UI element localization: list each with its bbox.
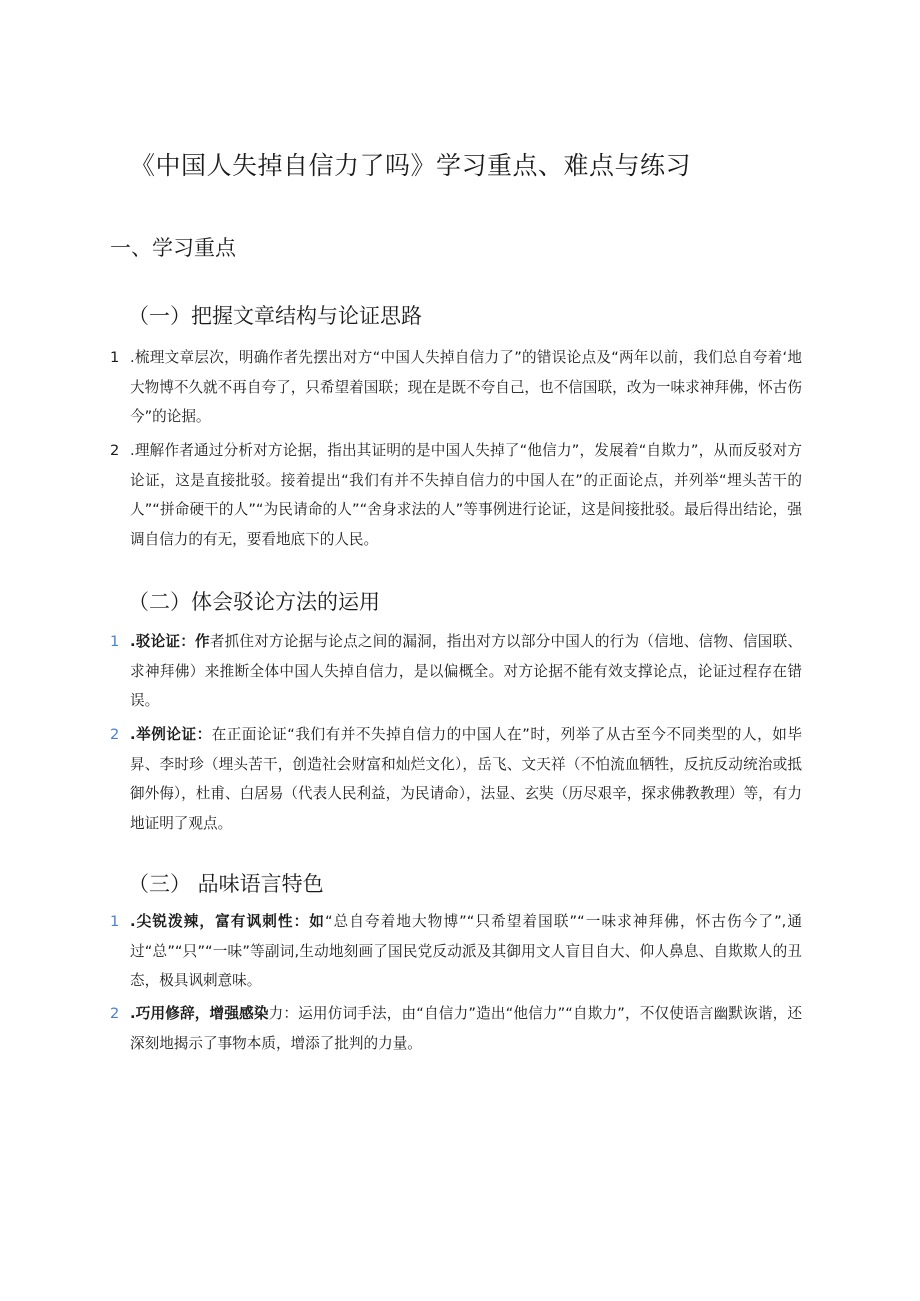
item-text: .理解作者通过分析对方论据，指出其证明的是中国人失掉了“他信力”，发展着“自欺力”，从而反驳对方论证，这是直接批驳。接着提出“我们有并不失掉自信力的中国人在”的正面论点，并列举“埋头苦干的人”“拼命硬干的人”“为民请命的人”“舍身求法的人”等事例进行论证，这是间接批驳。最后得出结论，强调自信力的有无，要看地底下的人民。 [130, 442, 802, 548]
item-text: .梳理文章层次，明确作者先摆出对方“中国人失掉自信力了”的错误论点及“两年以前，我们总自夸着‘地大物博不久就不再自夸了，只希望着国联；现在是既不夸自己，也不信国联，改为一味求神拜佛，怀古伤今”的论据。 [130, 349, 802, 425]
item-number: 2 [110, 1005, 120, 1022]
list-item [110, 436, 802, 554]
item-number: 1 [110, 633, 120, 650]
subsection-heading-language: （三） 品味语言特色 [128, 872, 324, 896]
item-body: 者抓住对方论据与论点之间的漏洞，指出对方以部分中国人的行为（信地、信物、信国联、求神拜佛）来推断全体中国人失掉自信力，是以偏概全。对方论据不能有效支撑论点，论证过程存在错误。 [130, 633, 802, 709]
item-body: 在正面论证“我们有并不失掉自信力的中国人在”时，列举了从古至今不同类型的人，如毕昇、李时珍（埋头苦干，创造社会财富和灿烂文化），岳飞、文天祥（不怕流血牺牲，反抗反动统治或抵御外侮），杜甫、白居易（代表人民利益，为民请命），法显、玄奘（历尽艰辛，探求佛教教理）等，有力地证明了观点。 [130, 726, 802, 832]
item-number: 2 [110, 442, 120, 459]
item-text [130, 720, 802, 838]
item-number: 2 [110, 726, 120, 743]
list-item [110, 627, 802, 716]
item-number: 1 [110, 913, 120, 930]
subsection-heading-refutation: （二）体会驳论方法的运用 [128, 590, 380, 614]
subsection-heading-structure: （一）把握文章结构与论证思路 [128, 304, 422, 328]
item-text [130, 627, 802, 716]
section-heading-key-points: 一、学习重点 [110, 236, 236, 260]
item-text [130, 999, 802, 1058]
list-item [110, 343, 802, 432]
item-lead: .尖锐泼辣，富有讽刺性：如 [130, 913, 325, 930]
item-body: “总自夸着地大物博”“只希望着国联”“一味求神拜佛，怀古伤今了”,通过“总”“只”“一味”等副词,生动地刻画了国民党反动派及其御用文人盲目自大、仰人鼻息、自欺欺人的丑态，极具讽刺意味。 [130, 913, 802, 989]
item-lead: .举例论证： [130, 726, 212, 743]
list-item [110, 999, 802, 1058]
item-text [130, 907, 802, 996]
document-title: 《中国人失掉自信力了吗》学习重点、难点与练习 [130, 151, 692, 180]
item-lead: .驳论证：作 [130, 633, 210, 650]
list-item [110, 720, 802, 838]
item-lead: .巧用修辞，增强感染 [130, 1005, 269, 1022]
item-number: 1 [110, 349, 120, 366]
list-item [110, 907, 802, 996]
item-body: 力：运用仿词手法，由“自信力”造出“他信力”“自欺力”，不仅使语言幽默诙谐，还深刻地揭示了事物本质，增添了批判的力量。 [130, 1005, 802, 1052]
